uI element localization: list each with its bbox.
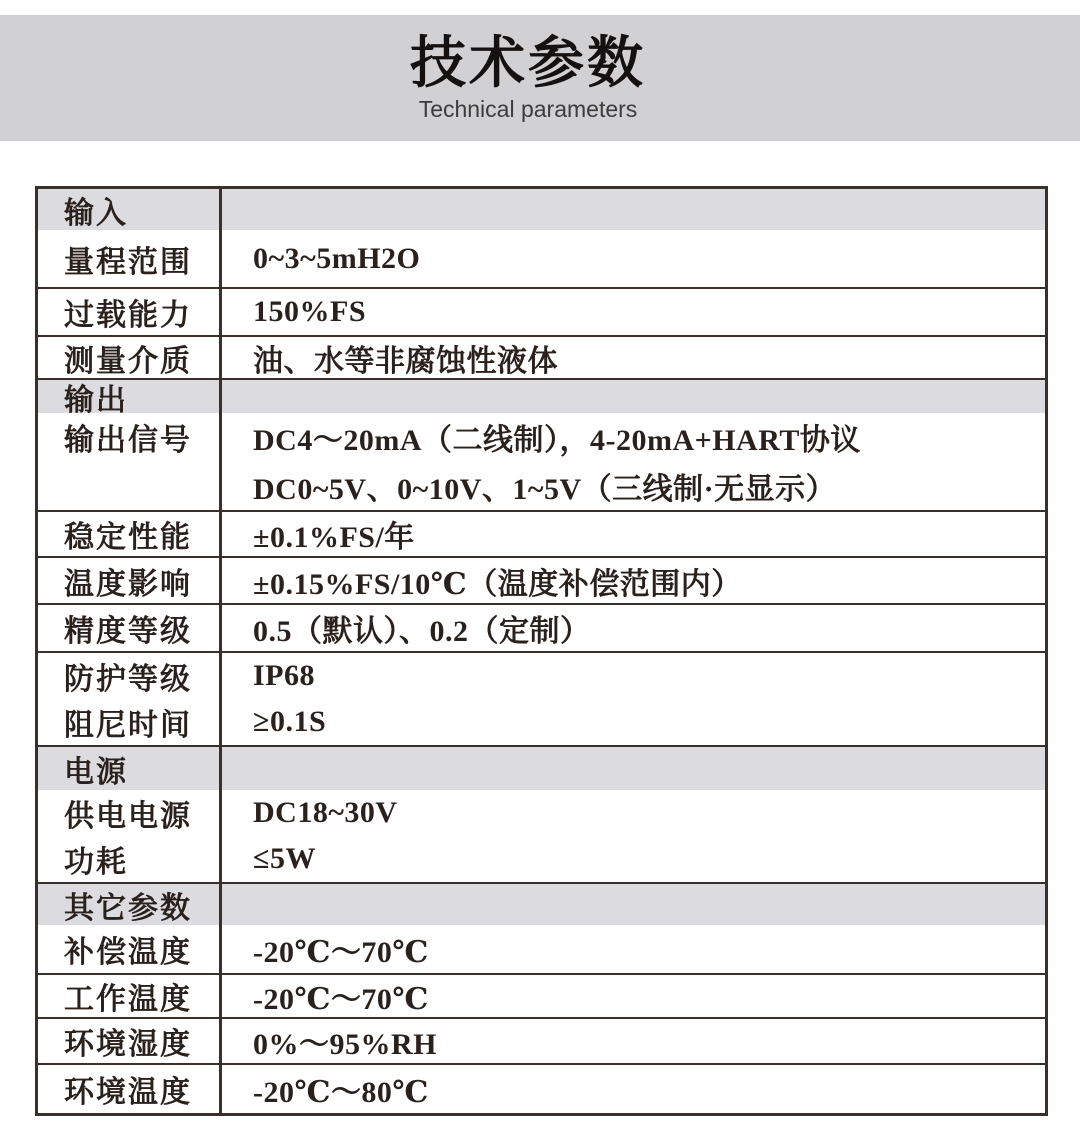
row-value: 0~3~5mH2O <box>253 241 421 275</box>
row-value: IP68 <box>253 659 315 692</box>
table-row <box>38 335 1045 378</box>
row-label: 输出 <box>38 380 222 413</box>
row-value: ≥0.1S <box>253 705 327 738</box>
section-row <box>38 745 1045 790</box>
row-value: -20℃～70℃ <box>253 983 429 1016</box>
table-row <box>38 230 1045 287</box>
row-label-cell <box>38 790 222 882</box>
row-value: DC0~5V、0~10V、1~5V（三线制·无显示） <box>253 472 837 506</box>
row-label: 量程范围 <box>38 230 222 287</box>
row-value <box>222 884 1045 925</box>
row-value: 150%FS <box>253 295 367 328</box>
table-row <box>38 556 1045 603</box>
row-value: -20℃～70℃ <box>253 936 429 969</box>
table-row <box>38 603 1045 651</box>
row-value-cell <box>222 653 1045 745</box>
row-label: 其它参数 <box>38 884 222 925</box>
row-value <box>222 189 1045 230</box>
table-row <box>38 1063 1045 1113</box>
row-label: 测量介质 <box>38 337 222 378</box>
row-label: 环境湿度 <box>38 1019 222 1063</box>
section-row <box>38 378 1045 417</box>
table-row <box>38 925 1045 973</box>
row-value <box>222 747 1045 790</box>
row-value: 油、水等非腐蚀性液体 <box>253 344 558 378</box>
row-label: 精度等级 <box>38 605 222 651</box>
table-row <box>38 287 1045 335</box>
row-value <box>222 380 1045 413</box>
row-value-cell <box>222 790 1045 882</box>
table-row <box>38 510 1045 556</box>
row-value: ±0.1%FS/年 <box>253 521 415 554</box>
row-label: 环境温度 <box>38 1065 222 1113</box>
row-value: 0.5（默认）、0.2（定制） <box>253 615 591 648</box>
spec-table <box>35 186 1048 1116</box>
table-row <box>38 790 1045 882</box>
row-label <box>38 462 219 511</box>
section-row <box>38 189 1045 230</box>
row-label: 供电电源 <box>64 800 192 833</box>
row-label: 功耗 <box>64 846 128 879</box>
table-row <box>38 413 1045 510</box>
page-title: 技术参数 <box>410 30 646 94</box>
header-band <box>0 15 1080 141</box>
row-label: 工作温度 <box>38 975 222 1017</box>
row-label: 电源 <box>38 747 222 790</box>
row-value: 0%～95%RH <box>253 1028 437 1061</box>
row-value: ±0.15%FS/10℃（温度补偿范围内） <box>253 567 742 601</box>
row-label: 阻尼时间 <box>64 709 192 742</box>
row-label: 防护等级 <box>64 663 192 696</box>
row-value-cell <box>222 413 1045 510</box>
row-label-cell <box>38 413 222 510</box>
row-label: 输入 <box>38 189 222 230</box>
row-label: 温度影响 <box>38 558 222 603</box>
row-value: DC4～20mA（二线制），4-20mA+HART协议 <box>253 424 861 458</box>
row-label: 稳定性能 <box>38 512 222 556</box>
row-label: 输出信号 <box>64 424 192 458</box>
row-value: DC18~30V <box>253 796 398 829</box>
row-value: -20℃～80℃ <box>253 1076 429 1109</box>
row-value: ≤5W <box>253 842 316 875</box>
row-label: 补偿温度 <box>38 925 222 973</box>
table-row <box>38 1017 1045 1063</box>
page-subtitle: Technical parameters <box>418 95 638 122</box>
section-row <box>38 882 1045 925</box>
table-row <box>38 973 1045 1017</box>
row-label-cell <box>38 653 222 745</box>
table-row <box>38 651 1045 745</box>
row-label: 过载能力 <box>38 289 222 335</box>
